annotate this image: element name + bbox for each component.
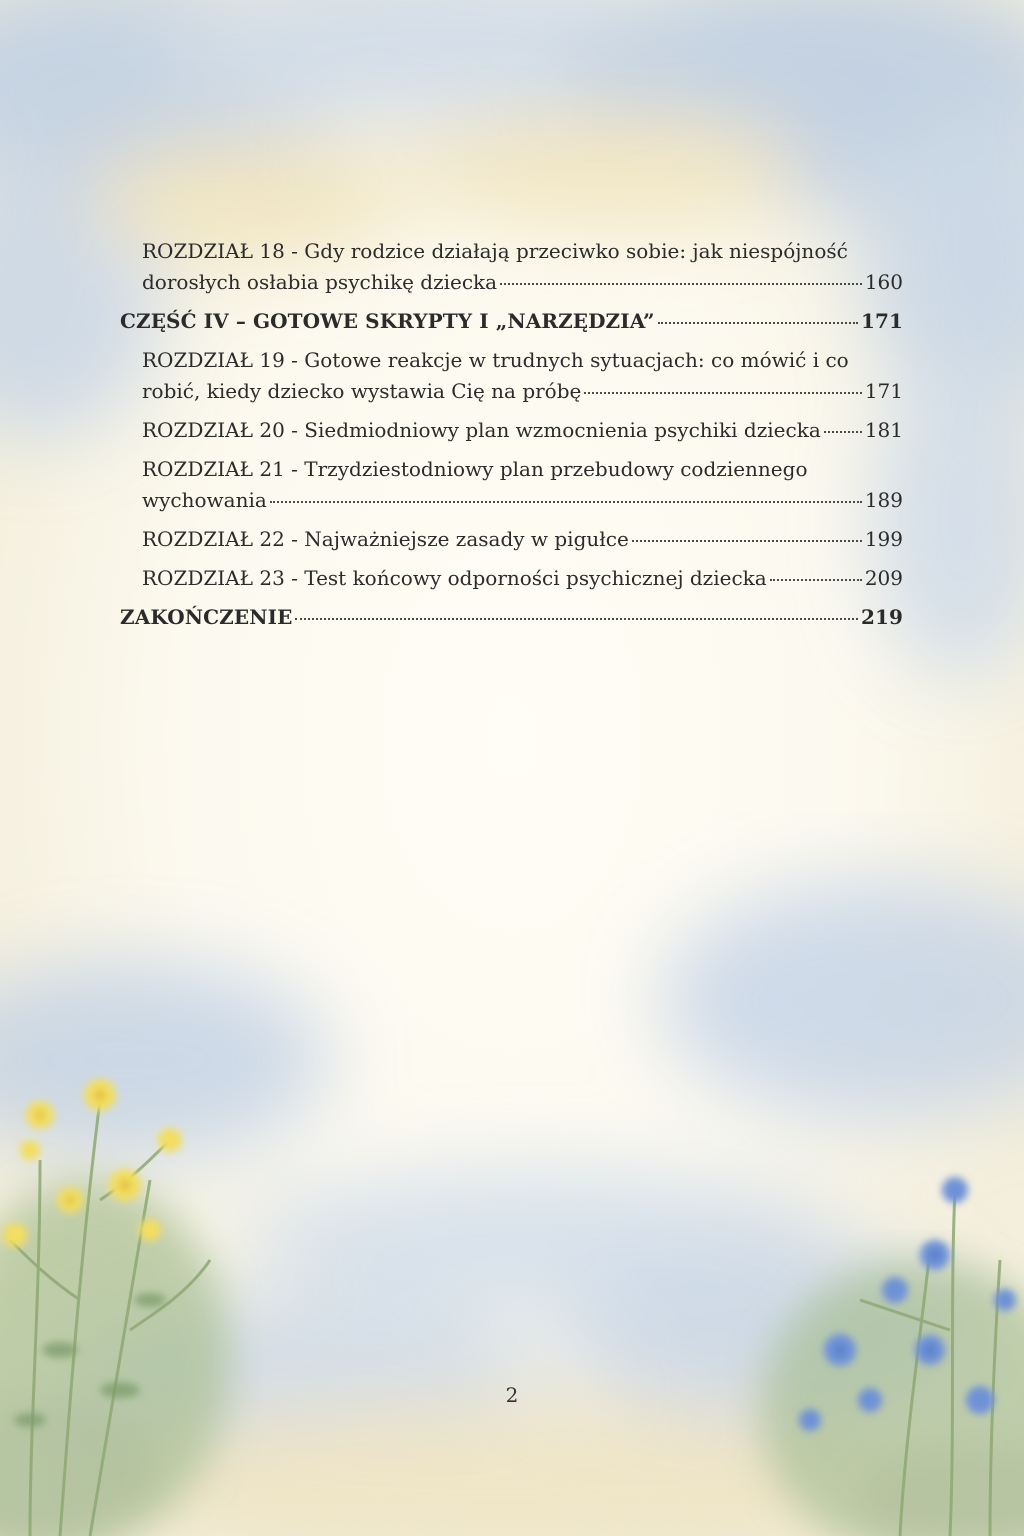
toc-entry-title: dorosłych osłabia psychikę dziecka [142,270,498,294]
dot-leader [632,538,862,542]
toc-chapter-entry[interactable] [120,345,903,407]
toc-entry-title: ROZDZIAŁ 20 - Siedmiodniowy plan wzmocnienia psychiki dziecka [142,418,821,442]
toc-entry-page-number: 199 [864,527,903,551]
dot-leader [295,616,858,620]
toc-entry-title: ROZDZIAŁ 22 - Najważniejsze zasady w pigułce [142,527,629,551]
toc-entry-page-number: 160 [864,270,903,294]
dot-leader [500,281,862,285]
dot-leader [824,429,862,433]
toc-part-entry[interactable] [120,602,903,633]
toc-entry-page-number: 209 [864,566,903,590]
page-number: 2 [505,1383,519,1407]
toc-entry-title: wychowania [142,488,267,512]
toc-chapter-entry[interactable] [120,524,903,555]
toc-entry-title: ROZDZIAŁ 23 - Test końcowy odporności psychicznej dziecka [142,566,767,590]
dot-leader [770,577,862,581]
toc-entry-page-number: 219 [860,605,903,629]
dot-leader [584,390,861,394]
table-of-contents [120,236,903,641]
toc-entry-title-line: ROZDZIAŁ 19 - Gotowe reakcje w trudnych sytuacjach: co mówić i co [142,348,849,372]
toc-entry-title-line: ROZDZIAŁ 18 - Gdy rodzice działają przeciwko sobie: jak niespójność [142,239,848,263]
toc-entry-page-number: 189 [864,488,903,512]
toc-chapter-entry[interactable] [120,563,903,594]
toc-entry-page-number: 171 [864,379,903,403]
toc-entry-title: robić, kiedy dziecko wystawia Cię na próbę [142,379,582,403]
toc-chapter-entry[interactable] [120,454,903,516]
toc-entry-title: ZAKOŃCZENIE [120,605,293,629]
toc-entry-title-line: ROZDZIAŁ 21 - Trzydziestodniowy plan przebudowy codziennego [142,457,808,481]
toc-part-entry[interactable] [120,306,903,337]
dot-leader [270,499,862,503]
dot-leader [658,320,858,324]
toc-chapter-entry[interactable] [120,236,903,298]
toc-entry-page-number: 181 [864,418,903,442]
toc-chapter-entry[interactable] [120,415,903,446]
toc-entry-page-number: 171 [860,309,903,333]
toc-entry-title: CZĘŚĆ IV – GOTOWE SKRYPTY I „NARZĘDZIA” [120,309,655,333]
